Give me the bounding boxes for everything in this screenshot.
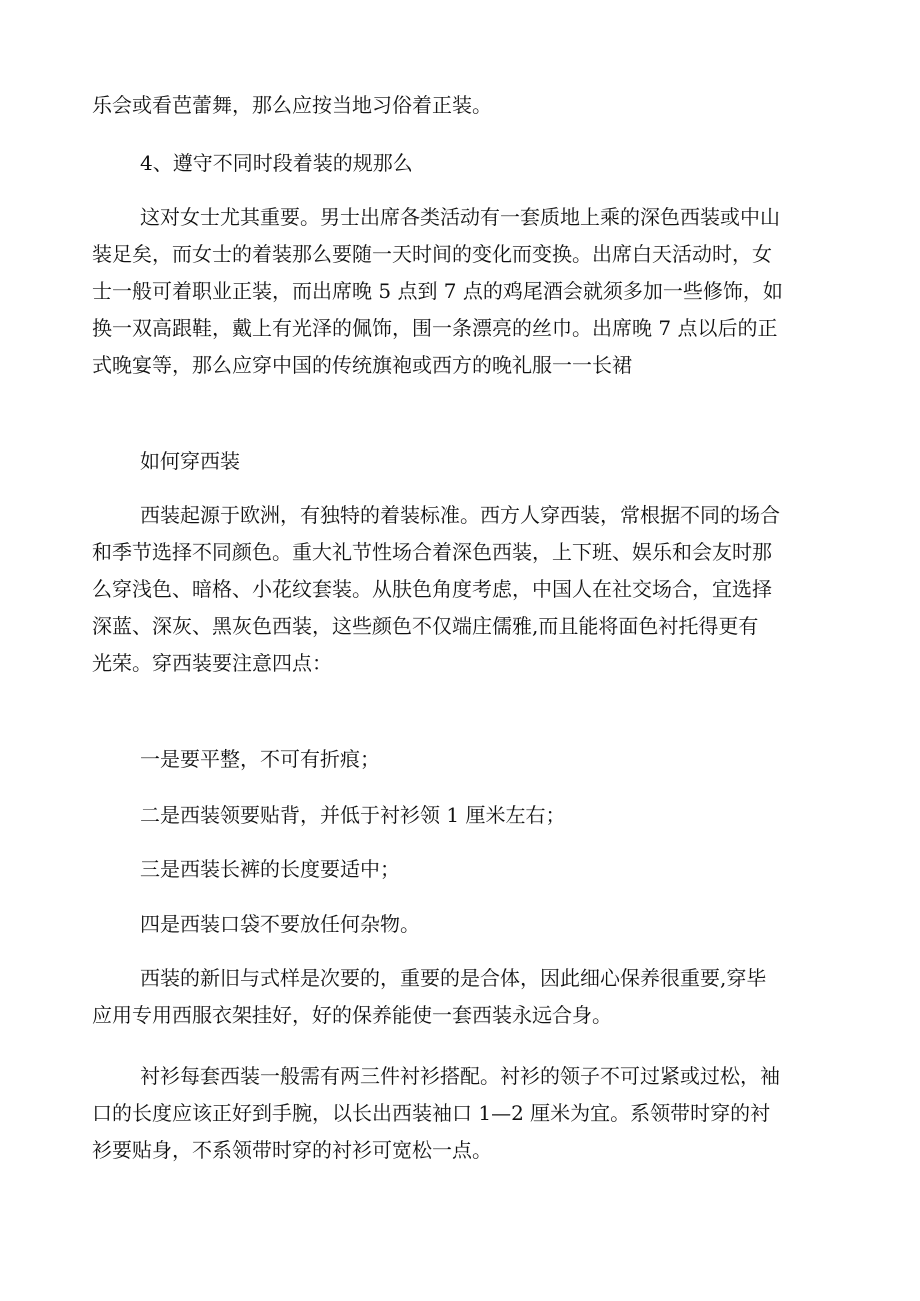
- paragraph-line: 深蓝、深灰、黑灰色西装，这些颜色不仅端庄儒雅,而且能将面色衬托得更有: [92, 614, 759, 638]
- paragraph-suit-care: [92, 960, 832, 1034]
- list-item-text: 三是西装长裤的长度要适中；: [140, 857, 400, 881]
- section-heading: [92, 443, 832, 480]
- paragraph-line: 应用专用西服衣架挂好，好的保养能使一套西装永远合身。: [92, 1003, 612, 1027]
- list-item-text: 一是要平整，不可有折痕；: [140, 747, 380, 771]
- text-line: [92, 87, 832, 124]
- paragraph-line: 么穿浅色、暗格、小花纹套装。从肤色角度考虑，中国人在社交场合，宜选择: [92, 577, 772, 601]
- list-item-text: 四是西装口袋不要放任何杂物。: [140, 912, 420, 936]
- section-heading-text: 4、遵守不同时段着装的规那么: [140, 151, 413, 175]
- list-item: [92, 851, 832, 888]
- section-heading-text: 如何穿西装: [140, 449, 240, 473]
- paragraph-shirt: [92, 1058, 832, 1169]
- paragraph-dress-times: [92, 199, 832, 384]
- paragraph-line: 衬衫每套西装一般需有两三件衬衫搭配。衬衫的领子不可过紧或过松，袖: [140, 1064, 780, 1088]
- paragraph-line: 西装的新旧与式样是次要的，重要的是合体，因此细心保养很重要,穿毕: [140, 966, 767, 990]
- paragraph-line: 装足矣，而女士的着装那么要随一天时间的变化而变换。出席白天活动时，女: [92, 242, 772, 266]
- text-line: 乐会或看芭蕾舞，那么应按当地习俗着正装。: [92, 93, 492, 117]
- paragraph-line: 光荣。穿西装要注意四点：: [92, 651, 332, 675]
- list-item-text: 二是西装领要贴背，并低于衬衫领 1 厘米左右；: [140, 803, 566, 827]
- paragraph-line: 和季节选择不同颜色。重大礼节性场合着深色西装，上下班、娱乐和会友时那: [92, 540, 772, 564]
- paragraph-line: 西装起源于欧洲，有独特的着装标准。西方人穿西装，常根据不同的场合: [140, 503, 780, 527]
- paragraph-line: 换一双高跟鞋，戴上有光泽的佩饰，围一条漂亮的丝巾。出席晚 7 点以后的正: [92, 316, 778, 340]
- list-item: [92, 741, 832, 778]
- paragraph-line: 士一般可着职业正装，而出席晚 5 点到 7 点的鸡尾酒会就须多加一些修饰，如: [92, 279, 783, 303]
- paragraph-line: 这对女士尤其重要。男士出席各类活动有一套质地上乘的深色西装或中山: [140, 205, 780, 229]
- section-heading: [92, 145, 832, 182]
- list-item: [92, 906, 832, 943]
- paragraph-line: 口的长度应该正好到手腕，以长出西装袖口 1—2 厘米为宜。系领带时穿的衬: [92, 1101, 771, 1125]
- paragraph-line: 衫要贴身，不系领带时穿的衬衫可宽松一点。: [92, 1138, 492, 1162]
- list-item: [92, 797, 832, 834]
- paragraph-line: 式晚宴等，那么应穿中国的传统旗袍或西方的晚礼服一一长裙: [92, 353, 632, 377]
- paragraph-suit-origin: [92, 497, 832, 682]
